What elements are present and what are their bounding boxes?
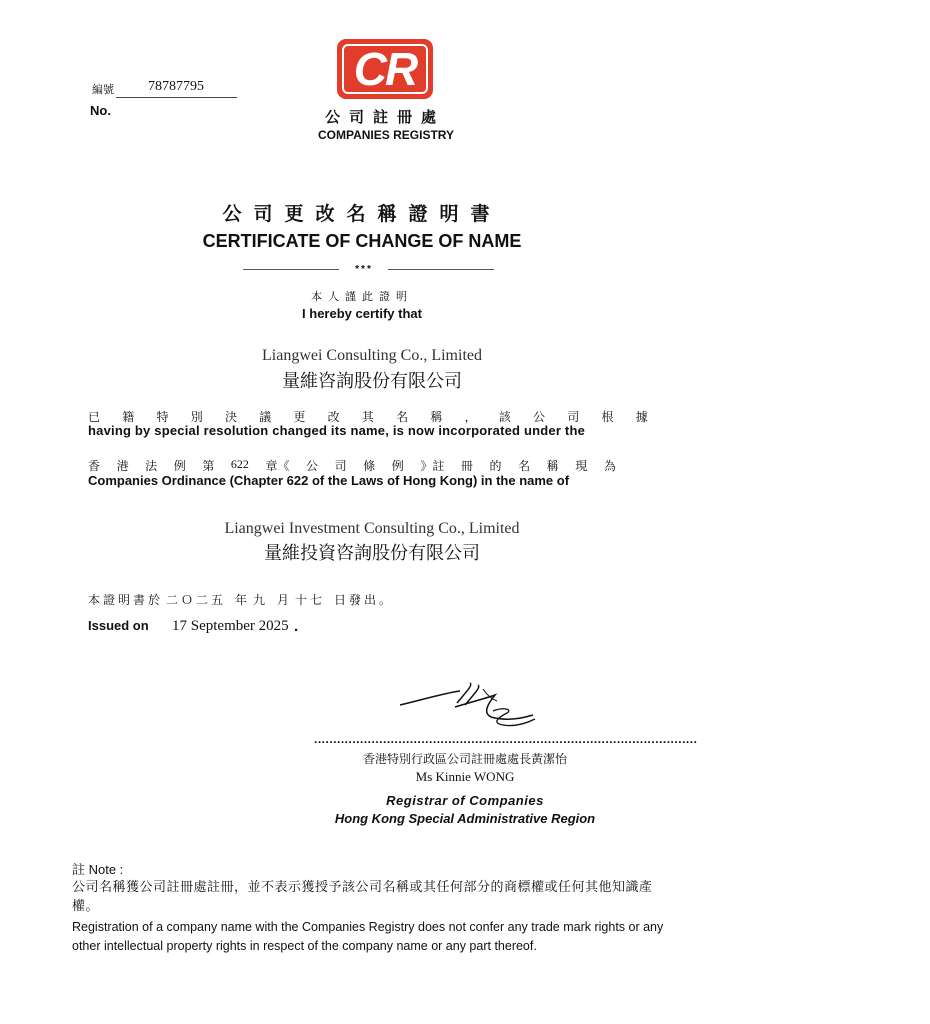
cn-char: 已: [88, 410, 101, 424]
issue-date-en: 17 September 2025: [172, 618, 289, 634]
cn-char: 議: [259, 410, 272, 424]
cn-char: 稱: [546, 459, 559, 473]
certify-statement-cn: 本人謹此證明: [311, 291, 413, 303]
cn-char: 冊: [460, 459, 473, 473]
cn-char: 》註: [420, 459, 445, 473]
cn-char: 其: [361, 410, 374, 424]
registrar-signature-icon: [395, 683, 545, 733]
cn-char: 例: [391, 459, 404, 473]
note-text-en: Registration of a company name with the Companies Registry does not confer any trade mark rights or any other intellectual property rights in respect of the company name or any part thereof.: [72, 920, 664, 953]
cn-char: 名: [518, 459, 531, 473]
cn-char: 622: [230, 457, 249, 471]
issue-date-cn: 本 證 明 書 於 二 Ｏ 二 五 年 九 月 十 七 日 發 出 。: [88, 593, 392, 607]
registrar-name-en: Ms Kinnie WONG: [415, 769, 515, 784]
cn-char: ，: [464, 410, 477, 424]
title-rule-left: [243, 269, 339, 270]
registry-name-en: COMPANIES REGISTRY: [317, 128, 454, 142]
cn-char: 稱: [430, 410, 443, 424]
cn-char: 籍: [122, 410, 135, 424]
cn-char: 為: [603, 459, 616, 473]
cn-char: 例: [173, 459, 186, 473]
cn-char: 港: [116, 459, 129, 473]
title-rule-right: [388, 269, 494, 270]
cn-char: 香: [88, 459, 101, 473]
note-text-cn: 公司名稱獲公司註冊處註冊，並不表示獲授予該公司名稱或其任何部分的商標權或任何其他知識產權。: [72, 879, 653, 913]
certificate-number-value: 78787795: [148, 79, 204, 94]
cn-char: 據: [635, 410, 648, 424]
certify-statement-en: I hereby certify that: [302, 306, 422, 321]
cn-char: 更: [293, 410, 306, 424]
cn-char: 現: [575, 459, 588, 473]
cn-char: 決: [224, 410, 237, 424]
cn-char: 的: [489, 459, 502, 473]
cn-char: 公: [306, 459, 319, 473]
cn-char: 章《: [265, 459, 290, 473]
registrar-region-en: Hong Kong Special Administrative Region: [334, 811, 596, 826]
signature-dotted-line: ....................................................................................................: [314, 732, 698, 746]
cn-char: 根: [601, 410, 614, 424]
cn-char: 公: [533, 410, 546, 424]
new-company-name-en: Liangwei Investment Consulting Co., Limited: [224, 520, 520, 537]
old-company-name-en: Liangwei Consulting Co., Limited: [262, 347, 482, 364]
registrar-title-en: Registrar of Companies: [386, 793, 544, 808]
cn-char: 第: [202, 459, 215, 473]
old-company-name-cn: 量維咨詢股份有限公司: [282, 371, 462, 391]
certificate-number-underline: [116, 97, 237, 98]
issue-date-period: .: [294, 618, 299, 635]
registrar-title-cn: 香港特別行政區公司註冊處處長黃潔怡: [362, 752, 567, 766]
companies-registry-logo: [337, 39, 433, 99]
certificate-number-label-cn: 編號: [92, 84, 114, 96]
cn-char: 條: [363, 459, 376, 473]
cn-char: 別: [190, 410, 203, 424]
cn-char: 法: [145, 459, 158, 473]
note-label: 註 Note :: [72, 862, 124, 877]
cn-char: 名: [396, 410, 409, 424]
certificate-title-en: CERTIFICATE OF CHANGE OF NAME: [202, 231, 522, 251]
logo-text: CR: [353, 43, 417, 95]
cn-char: 特: [156, 410, 169, 424]
cn-char: 司: [334, 459, 347, 473]
title-separator-stars: ***: [355, 264, 373, 275]
resolution-text-en: having by special resolution changed its name, is now incorporated under the: [88, 423, 586, 438]
new-company-name-cn: 量維投資咨詢股份有限公司: [264, 543, 480, 563]
cn-char: 該: [498, 410, 511, 424]
certificate-number-label-en: No.: [90, 103, 111, 118]
certificate-title-cn: 公司更改名稱證明書: [222, 204, 502, 225]
ordinance-text-en: Companies Ordinance (Chapter 622 of the Laws of Hong Kong) in the name of: [88, 473, 570, 488]
cn-char: 司: [567, 410, 580, 424]
registry-name-cn: 公司註冊處: [324, 109, 445, 126]
ordinance-text-cn: [88, 457, 616, 474]
issued-on-label: Issued on: [88, 618, 149, 633]
cn-char: 改: [327, 410, 340, 424]
